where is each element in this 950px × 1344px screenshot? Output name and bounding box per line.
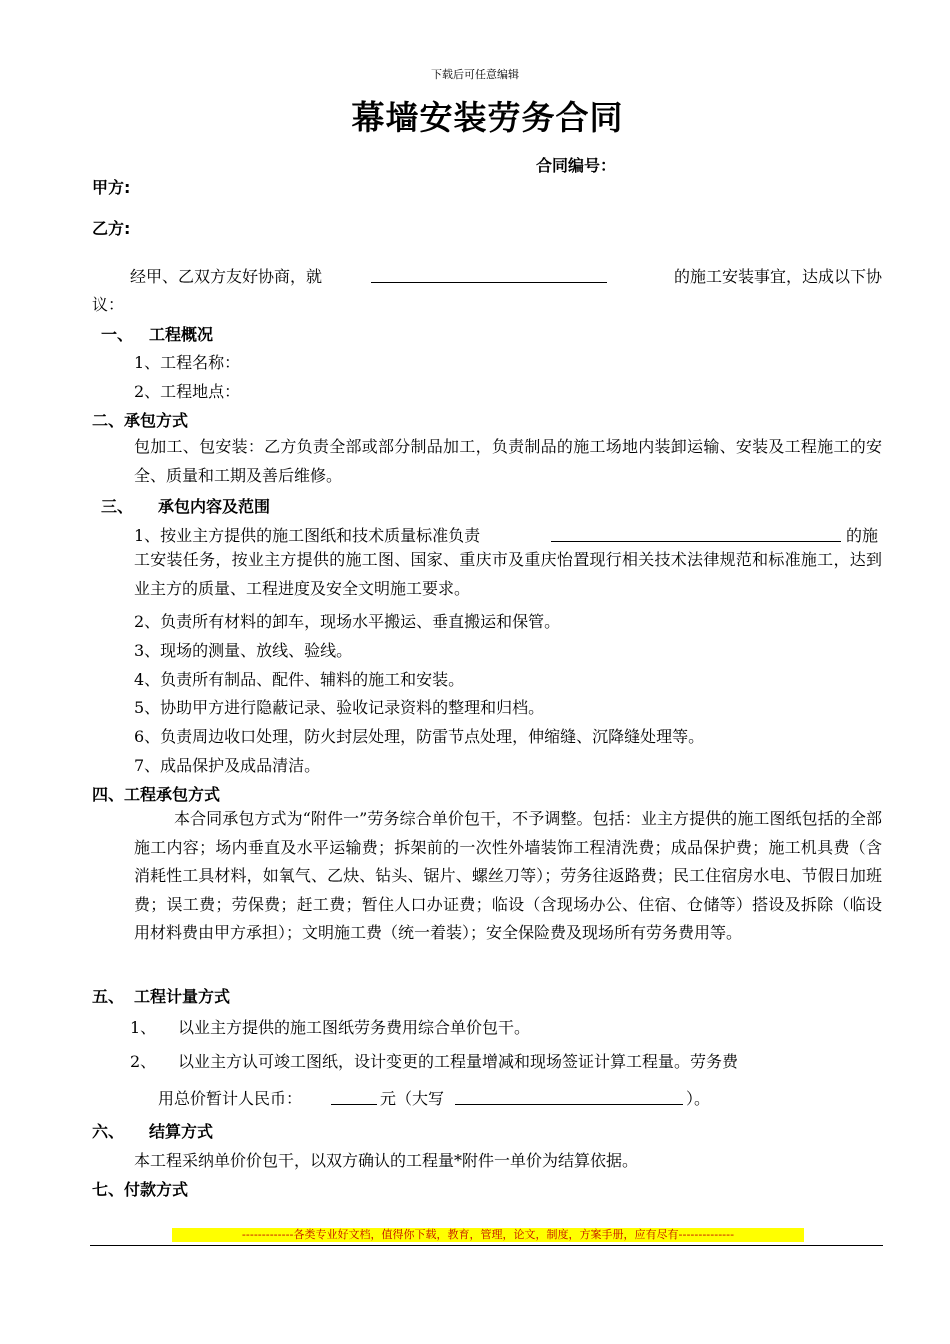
section-7-heading: 七、付款方式 [92, 1180, 189, 1199]
party-b-label: 乙方: [92, 219, 131, 238]
scope-item-1-start: 1、按业主方提供的施工图纸和技术质量标准负责 [134, 526, 481, 545]
section-6-number: 六、 [92, 1122, 125, 1141]
measure-item-1: 以业主方提供的施工图纸劳务费用综合单价包干。 [178, 1018, 531, 1037]
intro-text-start: 经甲、乙双方友好协商，就 [130, 267, 323, 286]
amount-close-bracket: ）。 [686, 1089, 711, 1108]
total-amount-label: 用总价暂计人民币： [158, 1089, 303, 1108]
section-4-body: 本合同承包方式为“附件一”劳务综合单价包干，不予调整。包括：业主方提供的施工图纸包括的全部施工内容；场内垂直及水平运输费；拆架前的一次性外墙装饰工程清洗费；成品保护费；施工机具费（含消耗性工具材料，如氧气、乙炔、钻头、锯片、螺丝刀等）；劳务往返路费；民工住宿房水电、节假日加班费；误工费；劳保费；赶工费；暂住人口办证费；临设（含现场办公、住宿、仓储等）搭设及拆除（临设用材料费由甲方承担）；文明施工费（统一着装）；安全保险费及现场所有劳务费用等。 [134, 809, 882, 942]
section-5-number: 五、 [92, 987, 125, 1006]
scope-item-5: 5、协助甲方进行隐蔽记录、验收记录资料的整理和归档。 [134, 698, 545, 717]
page-title: 幕墙安装劳务合同 [351, 98, 624, 137]
footer-divider [90, 1245, 883, 1246]
section-1-heading: 工程概况 [149, 325, 214, 344]
project-location-item: 2、工程地点： [134, 382, 241, 401]
section-2-body: 包加工、包安装：乙方负责全部或部分制品加工，负责制品的施工场地内装卸运输、安装及工程施工的安全、质量和工期及善后维修。 [134, 437, 882, 485]
section-1-number: 一、 [101, 325, 134, 344]
scope-item-1-rest: 工安装任务，按业主方提供的施工图、国家、重庆市及重庆怡置现行相关技术法律规范和标准施工，达到业主方的质量、工程进度及安全文明施工要求。 [134, 550, 882, 598]
scope-item-1-end: 的施 [846, 526, 879, 545]
party-a-label: 甲方: [92, 178, 131, 197]
header-note: 下载后可任意编辑 [431, 68, 519, 81]
section-4-heading: 四、工程承包方式 [92, 785, 221, 804]
scope-item-4: 4、负责所有制品、配件、辅料的施工和安装。 [134, 670, 465, 689]
project-name-item: 1、工程名称： [134, 353, 241, 372]
measure-item-2: 以业主方认可竣工图纸，设计变更的工程量增减和现场签证计算工程量。劳务费 [178, 1052, 739, 1071]
scope-item-3: 3、现场的测量、放线、验线。 [134, 641, 353, 660]
intro-text-end: 的施工安装事宜，达成以下协 [673, 267, 882, 286]
footer-banner: -------------各类专业好文档，值得你下载，教育，管理，论文，制度，方案手册，应有尽有-------------- [172, 1228, 804, 1242]
section-5-heading: 工程计量方式 [134, 987, 231, 1006]
amount-blank-line [331, 1090, 377, 1105]
section-6-heading: 结算方式 [149, 1122, 214, 1141]
intro-text-line2: 议： [92, 295, 125, 314]
project-blank-line [371, 268, 607, 283]
section-6-body: 本工程采纳单价价包干，以双方确认的工程量*附件一单价为结算依据。 [134, 1151, 639, 1170]
amount-words-blank-line [455, 1090, 683, 1105]
section-3-heading: 承包内容及范围 [158, 497, 271, 516]
amount-in-words-label: 元（大写 [380, 1089, 445, 1108]
measure-item-2-number: 2、 [130, 1052, 157, 1071]
section-2-heading: 二、承包方式 [92, 411, 189, 430]
scope-item-2: 2、负责所有材料的卸车，现场水平搬运、垂直搬运和保管。 [134, 612, 561, 631]
measure-item-1-number: 1、 [130, 1018, 157, 1037]
scope-item-6: 6、负责周边收口处理，防火封层处理，防雷节点处理，伸缩缝、沉降缝处理等。 [134, 727, 705, 746]
contract-number-label: 合同编号： [536, 156, 617, 175]
section-3-number: 三、 [101, 497, 134, 516]
scope-item-7: 7、成品保护及成品清洁。 [134, 756, 321, 775]
scope-blank-line [551, 527, 841, 542]
